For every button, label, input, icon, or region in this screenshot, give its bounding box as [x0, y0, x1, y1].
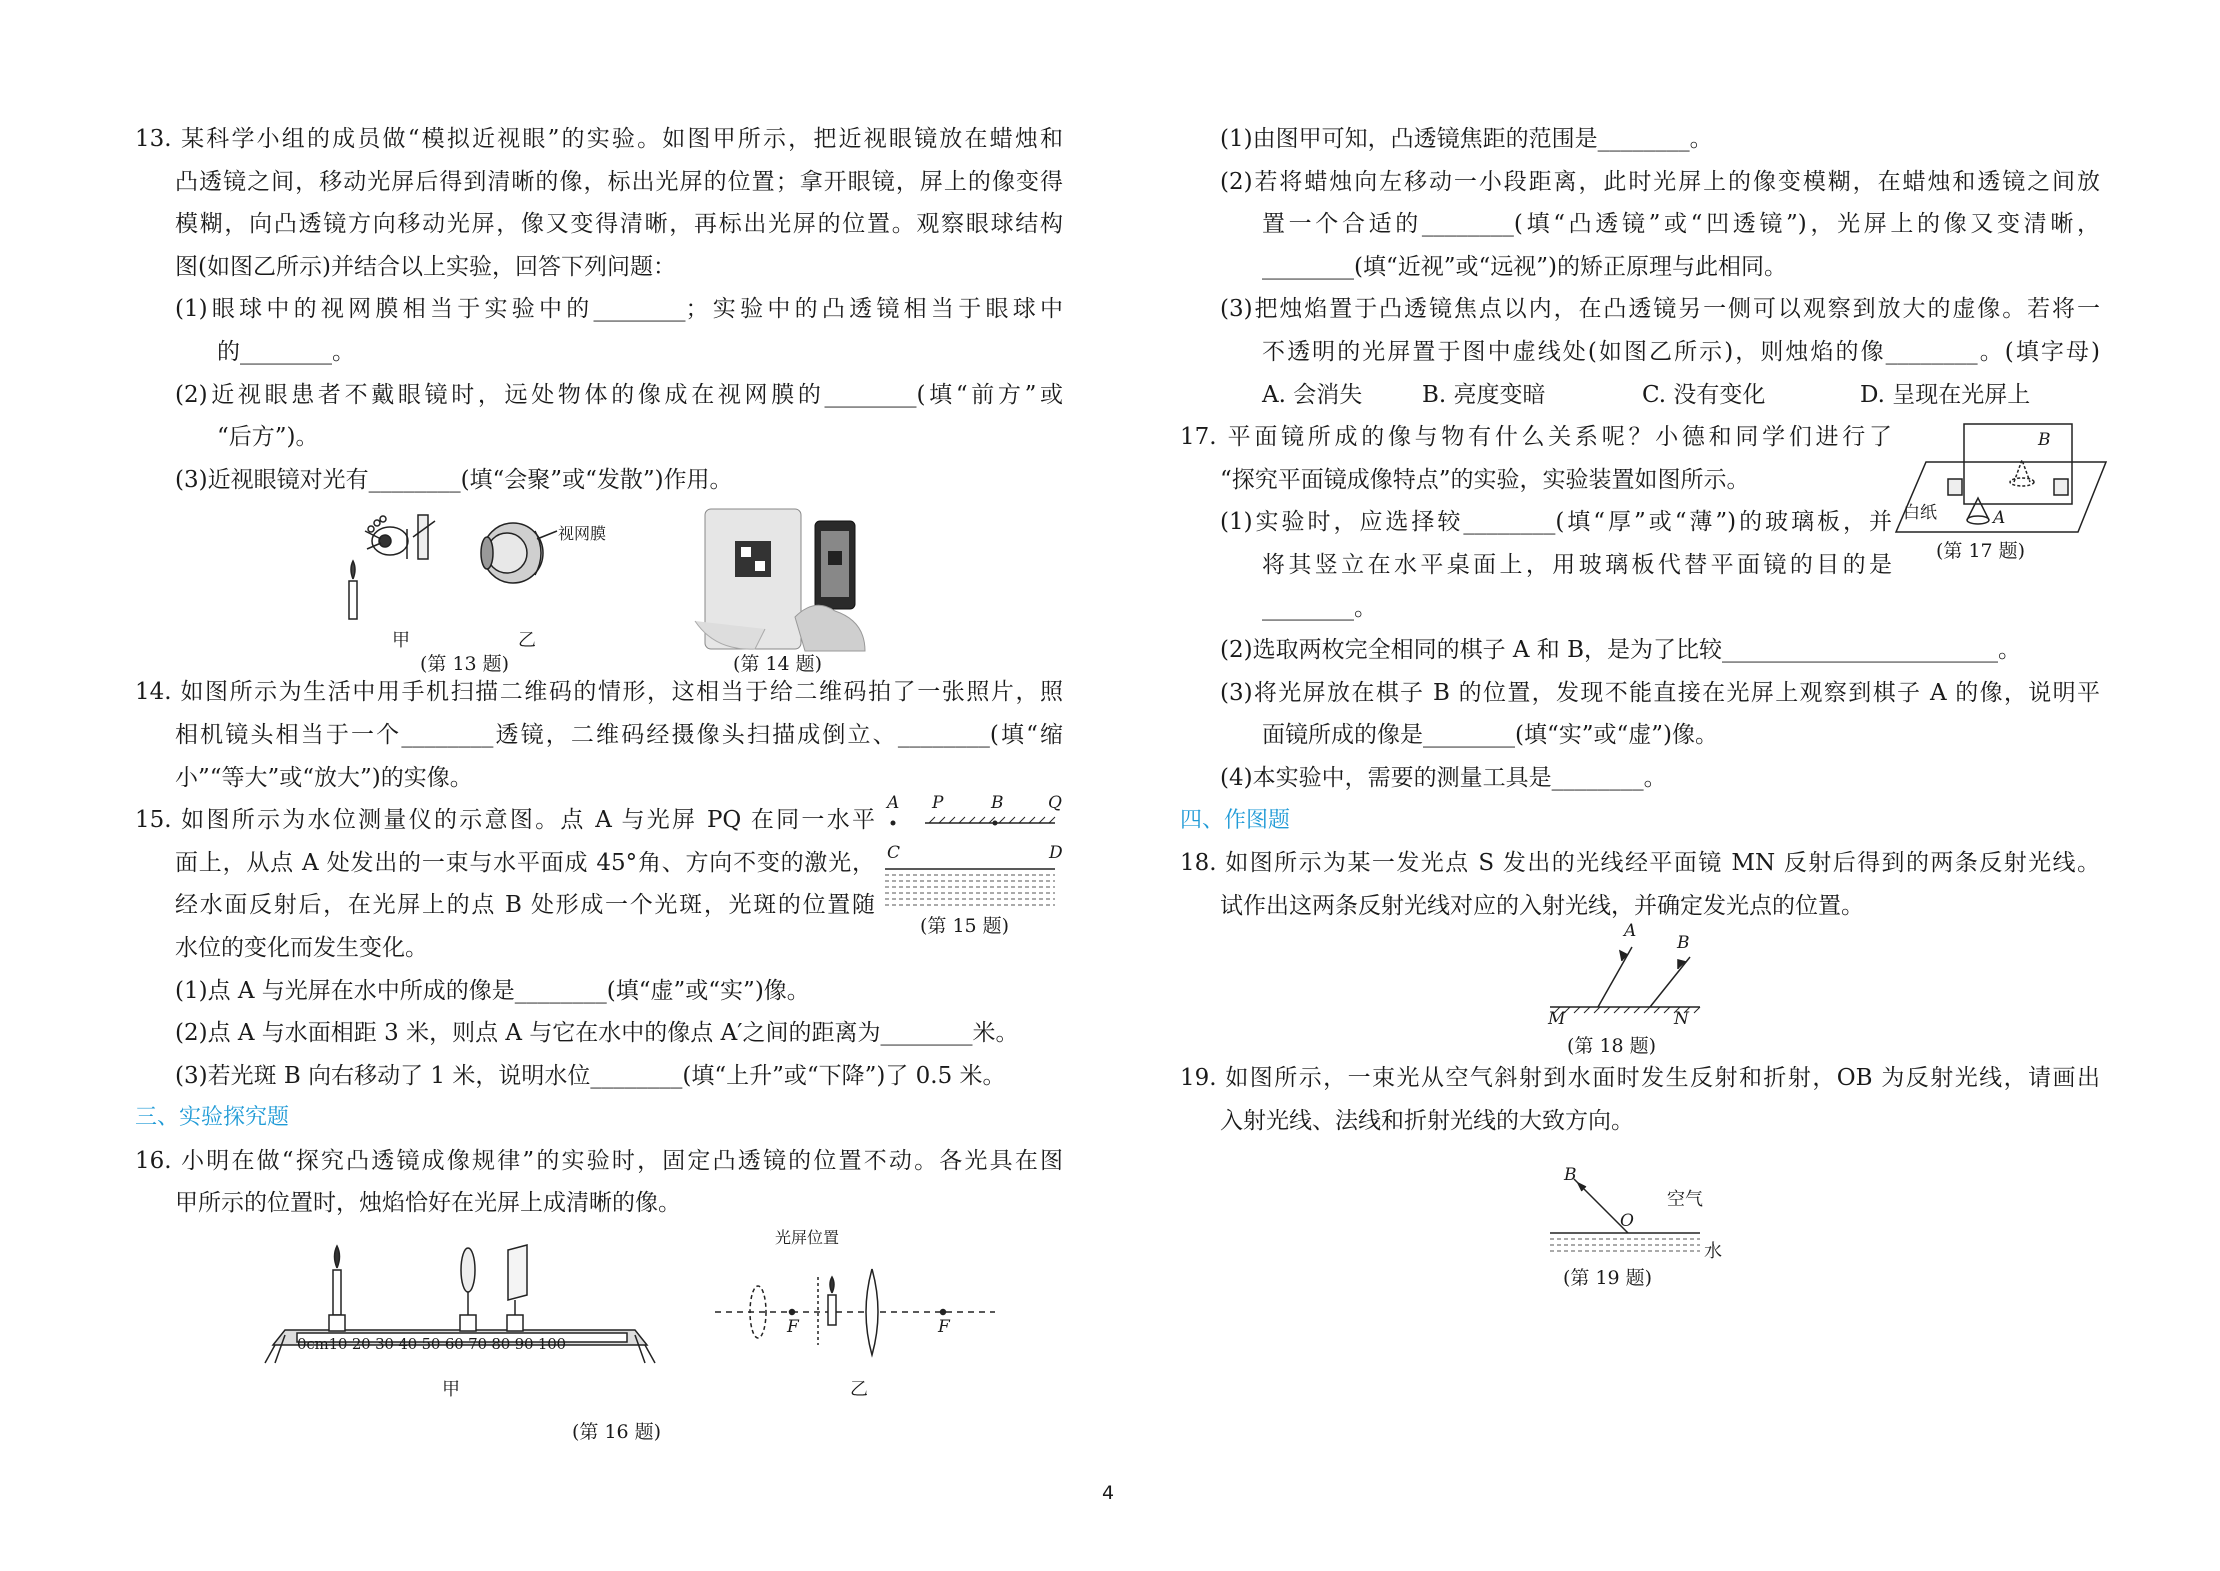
- fig16-ruler-label: 0cm10 20 30 40 50 60 70 80 90 100: [297, 1334, 566, 1353]
- q17-sub3-line-2: 面镜所成的像是________(填“实”或“虚”)像。: [1262, 722, 1718, 749]
- fig15-caption: (第 15 题): [920, 915, 1010, 938]
- q13-line-1: 13. 某科学小组的成员做“模拟近视眼”的实验。如图甲所示，把近视眼镜放在蜡烛和: [135, 126, 1063, 152]
- q16-option-c: C. 没有变化: [1642, 381, 1766, 408]
- q17-line-1: 17. 平面镜所成的像与物有什么关系呢？小德和同学们进行了: [1180, 424, 1892, 451]
- fig15-label-p: P: [932, 793, 944, 814]
- page-number: 4: [1102, 1482, 1115, 1504]
- q14-line-1: 14. 如图所示为生活中用手机扫描二维码的情形，这相当于给二维码拍了一张照片，照: [135, 679, 1063, 706]
- q16-sub3-line-2: 不透明的光屏置于图中虚线处(如图乙所示)，则烛焰的像________。(填字母): [1262, 338, 2100, 365]
- figure-13-14: [135, 501, 1063, 676]
- figure-18-drawing: [1550, 927, 1850, 1047]
- q13-sub1-line-2: 的________。: [217, 338, 355, 365]
- q16-options: [1180, 374, 2100, 417]
- q17-sub2: (2)选取两枚完全相同的棋子 A 和 B，是为了比较________________________。: [1220, 637, 2022, 664]
- q14-line-3: 小”“等大”或“放大”)的实像。: [175, 764, 473, 791]
- fig13-label-jia: 甲: [392, 630, 410, 652]
- fig18-caption: (第 18 题): [1567, 1035, 1657, 1058]
- section-3-heading: 三、实验探究题: [135, 1105, 290, 1131]
- fig15-label-a: A: [887, 793, 900, 814]
- q13-line-4: 图(如图乙所示)并结合以上实验，回答下列问题：: [175, 253, 676, 280]
- q17-sub4: (4)本实验中，需要的测量工具是________。: [1220, 764, 1667, 791]
- fig16-label-yi: 乙: [850, 1378, 868, 1400]
- q15-block: [135, 793, 1063, 1097]
- q15-line-1: 15. 如图所示为水位测量仪的示意图。点 A 与光屏 PQ 在同一水平: [135, 807, 875, 834]
- fig16-focus-right: F: [938, 1316, 950, 1337]
- fig17-label-b: B: [2038, 430, 2051, 451]
- fig19-air-label: 空气: [1667, 1188, 1703, 1210]
- figure-16: [135, 1225, 1063, 1455]
- fig18-label-n: N: [1674, 1009, 1689, 1030]
- fig16-caption: (第 16 题): [572, 1420, 662, 1443]
- right-column: [1180, 118, 2100, 1293]
- fig13-retina-label: 视网膜: [558, 524, 607, 544]
- q19-line-1: 19. 如图所示，一束光从空气斜射到水面时发生反射和折射，OB 为反射光线，请画出: [1180, 1065, 2100, 1092]
- q16-sub2-line-1: (2)若将蜡烛向左移动一小段距离，此时光屏上的像变模糊，在蜡烛和透镜之间放: [1220, 168, 2100, 195]
- fig17-paper-label: 白纸: [1903, 503, 1937, 524]
- q15-line-4: 水位的变化而发生变化。: [175, 934, 428, 961]
- q16-sub1: (1)由图甲可知，凸透镜焦距的范围是________。: [1220, 126, 1713, 152]
- q15-sub3: (3)若光斑 B 向右移动了 1 米，说明水位________(填“上升”或“下降”)了 0.5 米。: [175, 1062, 1006, 1089]
- q19-line-2: 入射光线、法线和折射光线的大致方向。: [1220, 1107, 1634, 1134]
- q13-line-3: 模糊，向凸透镜方向移动光屏，像又变得清晰，再标出光屏的位置。观察眼球结构: [175, 211, 1063, 238]
- q18-line-1: 18. 如图所示为某一发光点 S 发出的光线经平面镜 MN 反射后得到的两条反射光线。: [1180, 850, 2100, 877]
- fig17-caption: (第 17 题): [1936, 540, 2026, 563]
- q17-sub3-line-1: (3)将光屏放在棋子 B 的位置，发现不能直接在光屏上观察到棋子 A 的像，说明平: [1220, 679, 2100, 706]
- fig18-label-m: M: [1548, 1009, 1566, 1030]
- q16-sub2-line-2: 置一个合适的________(填“凸透镜”或“凹透镜”)，光屏上的像又变清晰，: [1262, 211, 2100, 238]
- fig19-water-label: 水: [1704, 1240, 1722, 1262]
- section-4-heading: 四、作图题: [1180, 807, 1291, 833]
- fig16-screen-pos-label: 光屏位置: [775, 1227, 840, 1247]
- q15-line-2: 面上，从点 A 处发出的一束与水平面成 45°角、方向不变的激光，: [175, 849, 875, 876]
- fig18-label-b: B: [1677, 933, 1690, 954]
- q13-line-2: 凸透镜之间，移动光屏后得到清晰的像，标出光屏的位置；拿开眼镜，屏上的像变得: [175, 168, 1063, 195]
- q16-option-a: A. 会消失: [1262, 381, 1363, 408]
- fig15-label-q: Q: [1048, 793, 1062, 814]
- q13-sub3: (3)近视眼镜对光有________(填“会聚”或“发散”)作用。: [175, 466, 733, 493]
- q17-block: [1180, 416, 2100, 629]
- fig19-caption: (第 19 题): [1563, 1266, 1653, 1289]
- q17-sub1-line-3: ________。: [1262, 594, 1377, 621]
- q16-option-b: B. 亮度变暗: [1422, 381, 1546, 408]
- q16-sub2-line-3: ________(填“近视”或“远视”)的矫正原理与此相同。: [1262, 253, 1787, 280]
- figure-19: [1180, 1143, 2100, 1293]
- fig15-label-b: B: [991, 793, 1004, 814]
- q17-sub1-line-2: 将其竖立在水平桌面上，用玻璃板代替平面镜的目的是: [1262, 551, 1892, 578]
- q15-line-3: 经水面反射后，在光屏上的点 B 处形成一个光斑，光斑的位置随: [175, 892, 875, 919]
- q16-sub3-line-1: (3)把烛焰置于凸透镜焦点以内，在凸透镜另一侧可以观察到放大的虚像。若将一: [1220, 296, 2100, 323]
- fig15-label-c: C: [887, 843, 901, 864]
- figure-18: [1180, 921, 2100, 1058]
- fig19-label-o: O: [1620, 1210, 1634, 1231]
- fig17-label-a: A: [1993, 508, 2006, 529]
- fig14-caption: (第 14 题): [733, 653, 823, 676]
- q13-sub2-line-2: “后方”)。: [217, 424, 319, 451]
- q18-line-2: 试作出这两条反射光线对应的入射光线，并确定发光点的位置。: [1220, 892, 1864, 919]
- fig19-label-b: B: [1564, 1164, 1577, 1185]
- fig15-label-d: D: [1049, 843, 1063, 864]
- q17-line-2: “探究平面镜成像特点”的实验，实验装置如图所示。: [1220, 466, 1750, 493]
- q16-line-1: 16. 小明在做“探究凸透镜成像规律”的实验时，固定凸透镜的位置不动。各光具在图: [135, 1147, 1063, 1174]
- q14-line-2: 相机镜头相当于一个________透镜，二维码经摄像头扫描成倒立、________(填“缩: [175, 721, 1063, 748]
- q15-sub2: (2)点 A 与水面相距 3 米，则点 A 与它在水中的像点 A′之间的距离为________米。: [175, 1020, 1019, 1047]
- fig16-label-jia: 甲: [442, 1378, 460, 1400]
- q13-sub1-line-1: (1)眼球中的视网膜相当于实验中的________；实验中的凸透镜相当于眼球中: [175, 296, 1063, 323]
- left-column: [135, 118, 1063, 1455]
- q16-line-2: 甲所示的位置时，烛焰恰好在光屏上成清晰的像。: [175, 1190, 681, 1217]
- q17-sub1-line-1: (1)实验时，应选择较________(填“厚”或“薄”)的玻璃板，并: [1220, 509, 1892, 536]
- q13-sub2-line-1: (2)近视眼患者不戴眼镜时，远处物体的像成在视网膜的________(填“前方”或: [175, 381, 1063, 408]
- fig13-caption: (第 13 题): [420, 653, 510, 676]
- fig18-label-a: A: [1624, 921, 1637, 942]
- q16-option-d: D. 呈现在光屏上: [1860, 381, 2031, 408]
- q15-sub1: (1)点 A 与光屏在水中所成的像是________(填“虚”或“实”)像。: [175, 977, 810, 1004]
- fig13-label-yi: 乙: [518, 630, 536, 652]
- fig16-focus-left: F: [787, 1316, 799, 1337]
